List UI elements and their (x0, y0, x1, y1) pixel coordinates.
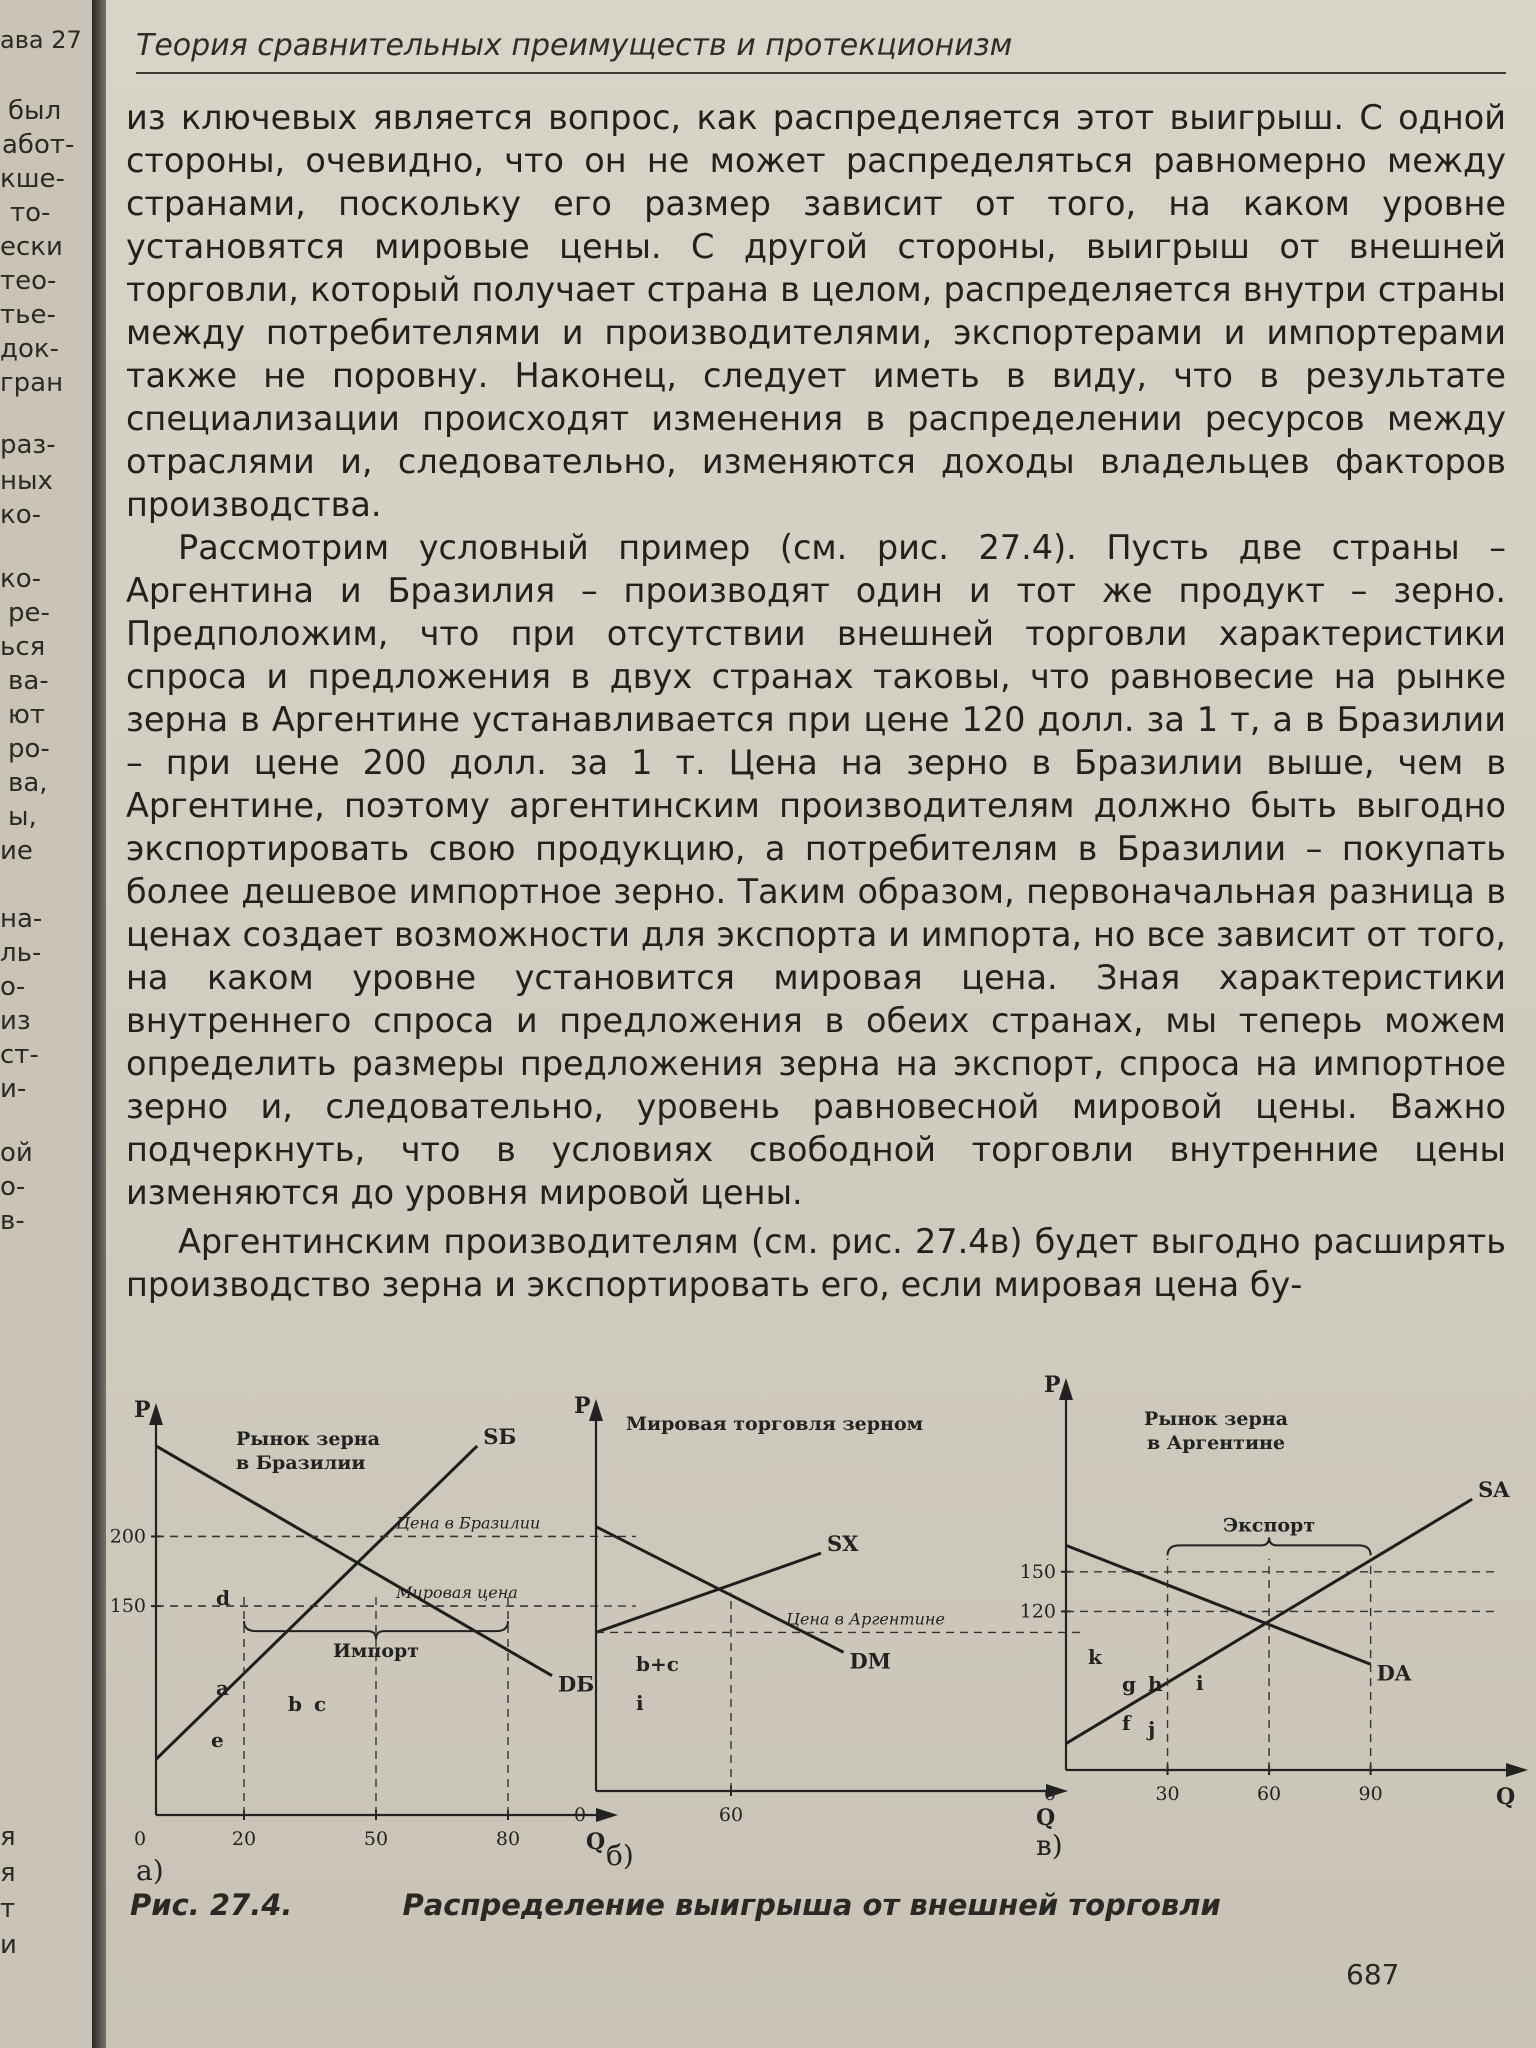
left-frag: ро- (8, 734, 50, 764)
x-tick-label: 60 (1256, 1783, 1282, 1805)
left-frag: я (0, 1822, 16, 1852)
series-label: SA (1478, 1477, 1510, 1503)
series-line (596, 1527, 844, 1653)
region-label: g (1122, 1672, 1136, 1696)
left-frag: ва- (8, 666, 49, 696)
bracket (1168, 1537, 1371, 1555)
y-axis-arrow (1059, 1378, 1073, 1400)
series-label: SБ (483, 1423, 517, 1449)
region-label: d (216, 1586, 230, 1610)
chart-title: Мировая торговля зерном (626, 1413, 924, 1435)
region-label: e (211, 1728, 224, 1752)
region-label: j (1148, 1717, 1156, 1741)
left-frag: тео- (0, 266, 57, 296)
origin-label: 0 (133, 1828, 147, 1850)
region-label: b (288, 1692, 302, 1716)
left-frag: ы, (8, 802, 37, 832)
x-tick-label: 60 (718, 1804, 744, 1826)
panel-label: б) (606, 1839, 634, 1872)
region-label: i (636, 1691, 644, 1715)
left-frag: ют (8, 700, 46, 730)
paragraph: Аргентинским производителям (см. рис. 27.4в) будет выгодно расширять производство зерна и экспортировать его, если мировая цена бу- (126, 1222, 1506, 1304)
y-tick-label: 150 (1019, 1560, 1056, 1583)
left-frag: ой (0, 1138, 33, 1168)
left-frag: ре- (8, 598, 50, 628)
left-frag: из (0, 1006, 31, 1036)
y-axis-label: P (1044, 1372, 1061, 1398)
origin-label: 0 (1043, 1783, 1057, 1805)
x-tick-label: 50 (363, 1828, 389, 1850)
series-label: DБ (558, 1671, 595, 1697)
left-frag: ль- (0, 938, 42, 968)
left-frag: абот- (2, 130, 75, 160)
left-frag: о- (0, 972, 26, 1002)
paragraph: из ключевых является вопрос, как распределяется этот выигрыш. С одной стороны, очевидно, что он не может распределяться равномерно между странами, поскольку его размер зависит от того, на каком уровне установятся мировые цены. С другой стороны, выигрыш от внешней торговли, который получает страна в целом, распределяется внутри страны между потребителями и производителями, экспортерами и импортерами также не поровну. Наконец, следует иметь в виду, что в результате специализации происходят изменения в распределении ресурсов между отраслями и, следовательно, изменяются доходы владельцев факторов производства. (126, 98, 1506, 524)
origin-label: 0 (573, 1804, 587, 1826)
left-frag: я (0, 1858, 16, 1888)
series-label: SX (827, 1531, 859, 1557)
x-axis-label: Q (586, 1829, 606, 1855)
x-axis-arrow (1506, 1763, 1528, 1777)
panel-label: в) (1036, 1829, 1063, 1862)
left-frag: т (0, 1894, 16, 1924)
panel-label: а) (136, 1854, 164, 1887)
y-axis-label: P (574, 1393, 591, 1419)
x-axis-arrow (596, 1808, 618, 1822)
left-frag: тье- (0, 300, 56, 330)
figure-caption (130, 1888, 1221, 1922)
left-frag: гран (0, 368, 64, 398)
series-label: DM (849, 1648, 891, 1674)
left-frag: и- (0, 1074, 27, 1104)
left-frag: ко- (0, 500, 41, 530)
y-axis-arrow (589, 1399, 603, 1421)
series-label: DA (1376, 1660, 1412, 1686)
x-axis-label: Q (1036, 1805, 1056, 1831)
bracket-label: Экспорт (1223, 1514, 1316, 1537)
book-page (106, 0, 1536, 2048)
left-frag: ава 27 (0, 26, 82, 54)
header-rule (136, 72, 1506, 74)
y-axis-label: P (134, 1397, 151, 1423)
book-gutter (92, 0, 106, 2048)
y-axis-arrow (149, 1403, 163, 1425)
region-label: h (1148, 1672, 1163, 1696)
region-label: c (314, 1692, 327, 1716)
left-frag: ески (0, 232, 63, 262)
left-frag: раз- (0, 430, 56, 460)
left-frag: кше- (0, 164, 65, 194)
chart-title: в Аргентине (1146, 1432, 1286, 1454)
reference-line-label: Мировая цена (396, 1583, 518, 1603)
running-head: Теория сравнительных преимуществ и протекционизм (136, 28, 1013, 63)
figure-27-4 (106, 1372, 1536, 1887)
y-tick-label: 200 (109, 1525, 146, 1548)
x-tick-label: 30 (1155, 1783, 1180, 1805)
reference-line-label: Цена в Аргентине (786, 1609, 945, 1629)
y-tick-label: 150 (109, 1595, 146, 1618)
left-frag: то- (10, 198, 51, 228)
left-frag: ие (0, 836, 33, 866)
left-frag: ко- (0, 564, 41, 594)
series-line (1066, 1545, 1371, 1664)
left-frag: ься (0, 632, 46, 662)
region-label: a (216, 1676, 229, 1700)
reference-line-label: Цена в Бразилии (396, 1513, 541, 1533)
left-frag: ных (0, 466, 53, 496)
left-frag: и (0, 1930, 17, 1960)
x-axis-label: Q (1496, 1784, 1516, 1810)
left-frag: док- (0, 334, 59, 364)
x-tick-label: 90 (1358, 1783, 1383, 1805)
region-label: k (1088, 1645, 1102, 1669)
region-label: f (1122, 1711, 1131, 1735)
bracket-label: Импорт (332, 1640, 420, 1663)
region-label: i (1196, 1671, 1204, 1695)
chart-title: в Бразилии (236, 1452, 366, 1474)
left-frag: в- (0, 1206, 25, 1236)
x-tick-label: 80 (495, 1828, 521, 1850)
region-label: b+c (636, 1652, 679, 1676)
caption-number: Рис. 27.4. (130, 1888, 293, 1922)
adjacent-page-fragment (0, 0, 92, 2048)
left-frag: ва, (8, 768, 48, 798)
page-number: 687 (1346, 1958, 1400, 1991)
left-frag: на- (0, 904, 43, 934)
paragraph: Рассмотрим условный пример (см. рис. 27.4). Пусть две страны – Аргентина и Бразилия – производят один и тот же продукт – зерно. Предположим, что при отсутствии внешней торговли характеристики спроса и предложения в двух странах таковы, что равновесие на рынке зерна в Аргентине устанавливается при цене 120 долл. за 1 т, а в Бразилии – при цене 200 долл. за 1 т. Цена на зерно в Бразилии выше, чем в Аргентине, поэтому аргентинским производителям должно быть выгодно экспортировать свою продукцию, а потребителям в Бразилии – покупать более дешевое импортное зерно. Таким образом, первоначальная разница в ценах создает возможности для экспорта и импорта, но все зависит от того, на каком уровне установится мировая цена. Зная характеристики внутреннего спроса и предложения в обеих странах, мы теперь можем определить размеры предложения зерна на экспорт, спроса на импортное зерно и, следовательно, уровень равновесной мировой цены. Важно подчеркнуть, что в условиях свободной торговли внутренние цены изменяются до уровня мировой цены. (126, 528, 1506, 1212)
chart-title: Рынок зерна (236, 1428, 380, 1450)
body-text (126, 96, 1506, 1306)
chart-title: Рынок зерна (1144, 1408, 1288, 1430)
y-tick-label: 120 (1019, 1600, 1056, 1623)
left-frag: ст- (0, 1040, 39, 1070)
left-frag: о- (0, 1172, 26, 1202)
x-tick-label: 20 (231, 1828, 257, 1850)
left-frag: был (8, 96, 62, 126)
caption-title: Распределение выигрыша от внешней торговли (402, 1888, 1221, 1922)
